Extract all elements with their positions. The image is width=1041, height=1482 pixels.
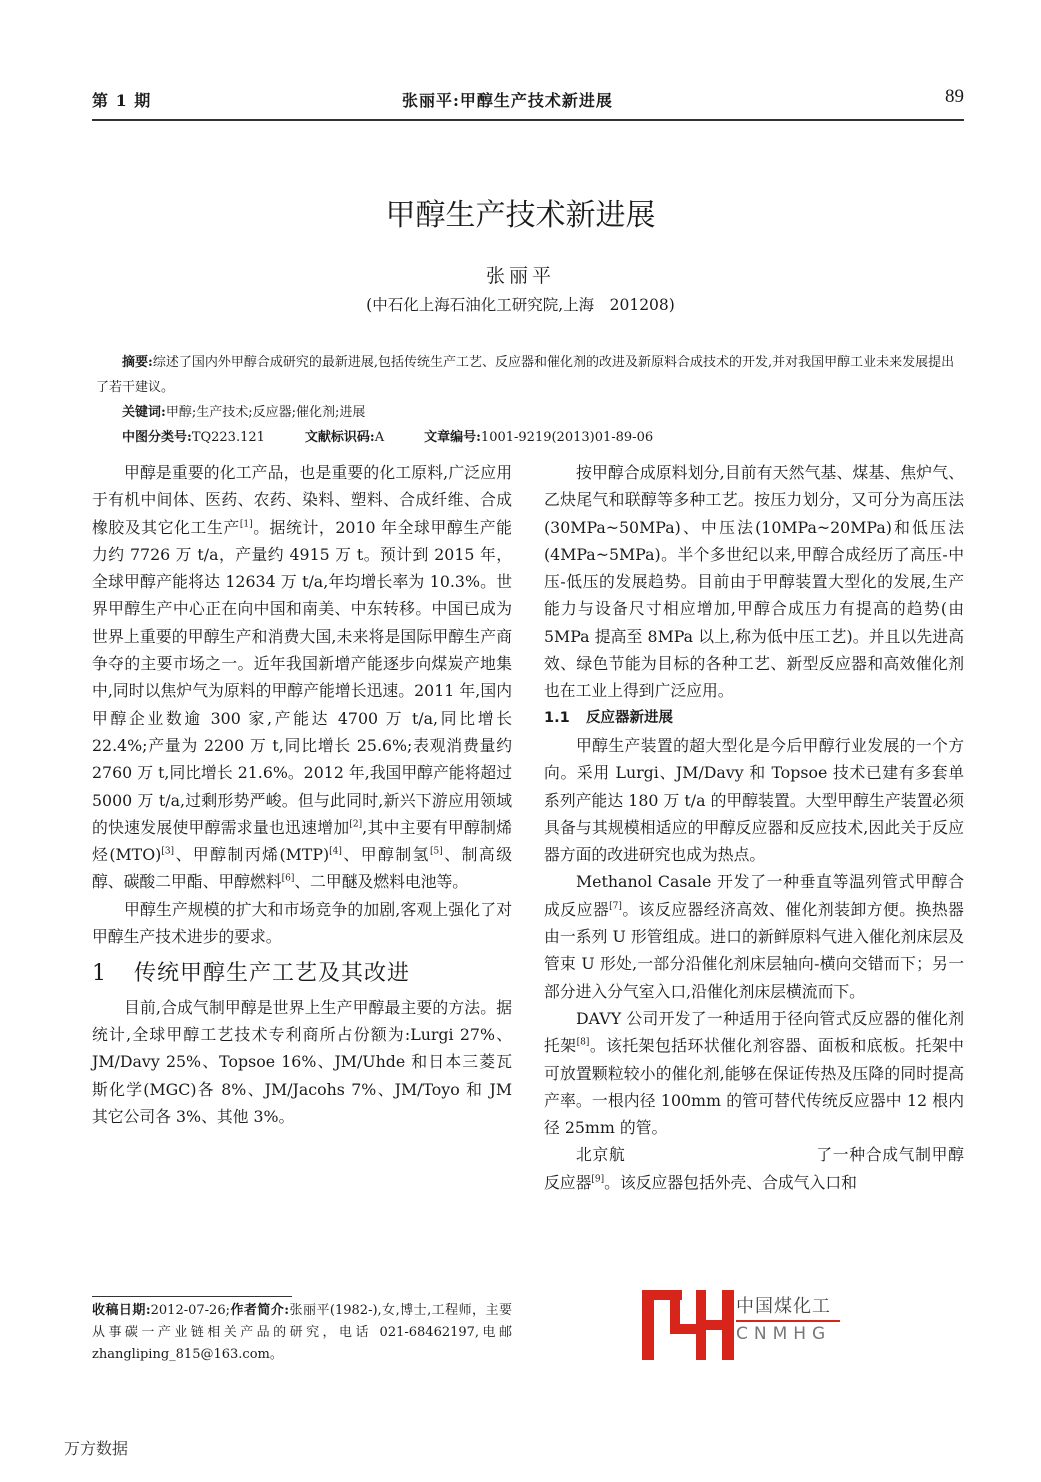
citation[interactable]: [8] — [576, 1037, 590, 1048]
doc-code-label: 文献标识码: — [304, 430, 375, 445]
citation[interactable]: [4] — [329, 846, 342, 857]
section-number: 1 — [92, 961, 107, 987]
keywords-label: 关键词: — [122, 405, 166, 420]
running-title: 张丽平:甲醇生产技术新进展 — [402, 91, 613, 110]
section-title: 传统甲醇生产工艺及其改进 — [134, 961, 411, 987]
running-head — [92, 86, 964, 114]
citation[interactable]: [7] — [609, 901, 622, 912]
source-label: 万方数据 — [64, 1439, 129, 1458]
text-run: 。该托架包括环状催化剂容器、面板和底板。托架中可放置颗粒较小的催化剂,能够在保证传热及压降的同时提高产率。一根内径 100mm 的管可替代传统反应器中 12 根内径 25mm 的管。 — [544, 1036, 964, 1138]
watermark-divider — [736, 1320, 840, 1322]
received-date: 2012-07-26; — [150, 1303, 230, 1318]
page-number: 89 — [945, 86, 964, 107]
text-run: 。该反应器经济高效、催化剂装卸方便。换热器由一系列 U 形管组成。进口的新鲜原料气进入催化剂床层及管束 U 形处,一部分沿催化剂床层轴向-横向交错而下；另一部分进入分气室入口,沿催化剂床层横流而下。 — [544, 899, 964, 1001]
paragraph — [544, 1005, 964, 1141]
left-column — [92, 459, 512, 1130]
citation[interactable]: [3] — [161, 846, 175, 857]
paragraph: 目前,合成气制甲醇是世界上生产甲醇最主要的方法。据统计,全球甲醇工艺技术专利商所占份额为:Lurgi 27%、JM/Davy 25%、Topsoe 16%、JM/Uhde 和日本三菱瓦斯化学(MGC)各 8%、JM/Jacohs 7%、JM/Toyo 和 JM 其它公司各 3%、其他 3%。 — [92, 997, 512, 1126]
text-run: 、制高级醇、碳酸二甲酯、甲醇燃料 — [92, 845, 512, 892]
paragraph — [92, 459, 512, 896]
paragraph: 甲醇生产装置的超大型化是今后甲醇行业发展的一个方向。采用 Lurgi、JM/Davy 和 Topsoe 技术已建有多套单系列产能达 180 万 t/a 的甲醇装置。大型甲醇生产装置必须具备与其规模相适应的甲醇反应器和反应技术,因此关于反应器方面的改进研究也成为热点。 — [544, 735, 964, 865]
article-author: 张丽平 — [485, 265, 555, 287]
text-run: 了一种合成气制甲醇反应器 — [544, 1145, 964, 1192]
footnote-rule — [92, 1296, 292, 1297]
bio-label: 作者简介: — [229, 1303, 290, 1318]
text-run: Methanol Casale 开发了一种垂直等温列管式甲醇合成反应器 — [544, 872, 964, 919]
author-bio: 张丽平(1982-),女,博士,工程师，主要从事碳一产业链相关产品的研究，电话 021-68462197,电邮 zhangliping_815@163.com。 — [92, 1303, 512, 1362]
section-heading-1-1 — [544, 705, 964, 732]
citation[interactable]: [9] — [591, 1174, 605, 1185]
article-no-label: 文章编号: — [424, 430, 481, 445]
paragraph: 按甲醇合成原料划分,目前有天然气基、煤基、焦炉气、乙炔尾气和联醇等多种工艺。按压力划分，又可分为高压法(30MPa~50MPa)、中压法(10MPa~20MPa)和低压法(4MPa~5MPa)。半个多世纪以来,甲醇合成经历了高压-中压-低压的发展趋势。目前由于甲醇装置大型化的发展,生产能力与设备尺寸相应增加,甲醇合成压力有提高的趋势(由 5MPa 提高至 8MPa 以上,称为低中压工艺)。并且以先进高效、绿色节能为目标的各种工艺、新型反应器和高效催化剂也在工业上得到广泛应用。 — [544, 463, 964, 701]
footnote — [92, 1300, 512, 1366]
text-run: 。该反应器包括外壳、合成气入口和 — [604, 1172, 857, 1192]
clc-value: TQ223.121 — [191, 430, 265, 445]
text-run: 甲醇是重要的化工产品，也是重要的化工原料,广泛应用于有机中间体、医药、农药、染料、塑料、合成纤维、合成橡胶及其它化工生产 — [92, 463, 512, 537]
article-no-value: 1001-9219(2013)01-89-06 — [480, 430, 654, 445]
paragraph: 甲醇生产规模的扩大和市场竞争的加剧,客观上强化了对甲醇生产技术进步的要求。 — [92, 899, 512, 947]
classification-line — [96, 425, 956, 450]
citation[interactable]: [2] — [349, 819, 363, 830]
citation[interactable]: [6] — [281, 874, 295, 885]
citation[interactable]: [5] — [429, 846, 443, 857]
text-run: 、二甲醚及燃料电池等。 — [294, 872, 469, 892]
paragraph — [544, 868, 964, 1004]
abstract-block — [96, 350, 956, 450]
header-rule — [92, 119, 964, 121]
text-run: 、甲醇制丙烯(MTP) — [174, 845, 330, 865]
clc-label: 中图分类号: — [122, 430, 192, 445]
right-column — [544, 459, 964, 1196]
section-number: 1.1 — [544, 709, 570, 726]
text-run: ,其中主要有甲醇制烯烃(MTO) — [92, 817, 512, 865]
author-affiliation: (中石化上海石油化工研究院,上海 201208) — [366, 296, 675, 314]
doc-code-value: A — [374, 430, 385, 445]
watermark-logo — [640, 1290, 900, 1360]
abstract-text: 综述了国内外甲醇合成研究的最新进展,包括传统生产工艺、反应器和催化剂的改进及新原料合成技术的开发,并对我国甲醇工业未来发展提出了若干建议。 — [96, 355, 955, 395]
abstract-label: 摘要: — [122, 355, 153, 370]
section-heading-1 — [92, 960, 512, 987]
mh-logo-icon — [640, 1290, 736, 1360]
text-run: 、甲醇制氢 — [341, 845, 430, 865]
abstract — [96, 350, 956, 400]
paragraph — [544, 1141, 964, 1196]
issue-number: 第 1 期 — [92, 91, 152, 110]
received-label: 收稿日期: — [92, 1303, 151, 1318]
text-run: DAVY 公司开发了一种适用于径向管式反应器的催化剂托架 — [544, 1008, 964, 1056]
keywords-text: 甲醇;生产技术;反应器;催化剂;进展 — [165, 405, 366, 420]
text-run: 。据统计，2010 年全球甲醇生产能力约 7726 万 t/a，产量约 4915 万 t。预计到 2015 年，全球甲醇产能将达 12634 万 t/a,年均增长率为 10.3%。世界甲醇生产中心正在向中国和南美、中东转移。中国已成为世界上重要的甲醇生产和消费大国,未来将是国际甲醇生产商争夺的主要市场之一。近年我国新增产能逐步向煤炭产地集中,同时以焦炉气为原料的甲醇产能增长迅速。2011 年,国内甲醇企业数逾 300 家,产能达 4700 万 t/a,同比增长 22.4%;产量为 2200 万 t,同比增长 25.6%;表观消费量约 2760 万 t,同比增长 21.6%。2012 年,我国甲醇产能将超过 5000 万 t/a,过剩形势严峻。但与此同时,新兴下游应用领域的快速发展使甲醇需求量也迅速增加 — [92, 517, 512, 837]
keywords — [96, 400, 956, 425]
text-run: 北京航 — [576, 1145, 626, 1165]
article-title: 甲醇生产技术新进展 — [385, 198, 656, 233]
citation[interactable]: [1] — [239, 519, 253, 530]
watermark-en: CNMHG — [736, 1324, 832, 1344]
watermark-cn: 中国煤化工 — [736, 1296, 831, 1317]
section-title: 反应器新进展 — [586, 709, 673, 726]
